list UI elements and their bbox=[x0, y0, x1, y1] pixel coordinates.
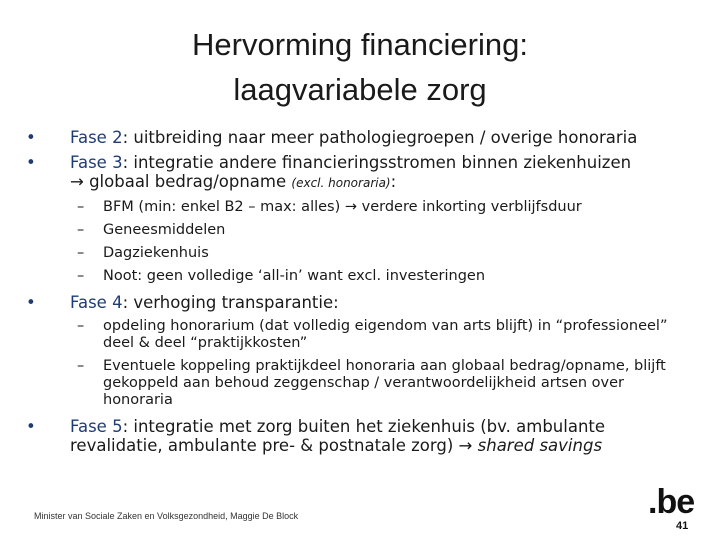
sub-item bbox=[26, 318, 696, 352]
arrow-icon: → bbox=[70, 172, 90, 191]
fase-4-sublist bbox=[26, 318, 696, 409]
dash-icon: – bbox=[77, 222, 85, 238]
sub-item-text: BFM (min: enkel B2 – max: alles) → verdere inkorting verblijfsduur bbox=[103, 199, 582, 215]
sub-item bbox=[26, 358, 696, 409]
slide-title bbox=[0, 22, 720, 112]
dash-icon: – bbox=[77, 318, 85, 334]
dash-icon: – bbox=[77, 245, 85, 261]
be-logo: .be bbox=[648, 483, 695, 521]
slide-content bbox=[26, 128, 696, 461]
fase-3-sublist bbox=[26, 199, 696, 285]
bullet-fase-4 bbox=[26, 293, 696, 312]
fase-label: Fase 4 bbox=[70, 293, 123, 312]
bullet-text: : integratie met zorg buiten het ziekenhuis (bv. ambulante revalidatie, ambulante pre- & postnatale zorg) → bbox=[70, 417, 606, 455]
fase-label: Fase 2 bbox=[70, 128, 123, 147]
sub-item bbox=[26, 199, 696, 216]
bullet-dot-icon: • bbox=[26, 293, 36, 312]
footer-text: Minister van Sociale Zaken en Volksgezondheid, Maggie De Block bbox=[34, 511, 299, 521]
dash-icon: – bbox=[77, 358, 85, 374]
sub-item-text: opdeling honorarium (dat volledig eigendom van arts blijft) in “professioneel” deel & deel “praktijkkosten” bbox=[103, 318, 668, 351]
sub-item bbox=[26, 222, 696, 239]
bullet-text-line2: globaal bedrag/opname bbox=[89, 172, 287, 191]
bullet-text: : integratie andere financieringsstromen binnen ziekenhuizen bbox=[122, 153, 632, 172]
bullet-fase-3 bbox=[26, 153, 696, 193]
bullet-tail: : bbox=[390, 172, 397, 191]
fase-label: Fase 3 bbox=[70, 153, 123, 172]
bullet-dot-icon: • bbox=[26, 417, 36, 436]
sub-item-text: Eventuele koppeling praktijkdeel honoraria aan globaal bedrag/opname, blijft gekoppeld aan behoud zeggenschap / verantwoordelijkheid artsen over honoraria bbox=[103, 358, 666, 408]
title-line-2: laagvariabele zorg bbox=[233, 72, 487, 107]
bullet-text: : uitbreiding naar meer pathologiegroepen / overige honoraria bbox=[122, 128, 638, 147]
bullet-note: (excl. honoraria) bbox=[291, 176, 391, 190]
sub-item bbox=[26, 268, 696, 285]
dash-icon: – bbox=[77, 199, 85, 215]
page-number: 41 bbox=[676, 520, 689, 532]
fase-label: Fase 5 bbox=[70, 417, 123, 436]
sub-item-text: Dagziekenhuis bbox=[103, 245, 209, 261]
bullet-italic: shared savings bbox=[477, 436, 603, 455]
bullet-dot-icon: • bbox=[26, 128, 36, 147]
bullet-fase-2 bbox=[26, 128, 696, 147]
sub-item-text: Geneesmiddelen bbox=[103, 222, 226, 238]
title-line-1: Hervorming financiering: bbox=[192, 27, 528, 62]
bullet-text: : verhoging transparantie: bbox=[122, 293, 339, 312]
dash-icon: – bbox=[77, 268, 85, 284]
bullet-fase-5 bbox=[26, 417, 696, 455]
bullet-dot-icon: • bbox=[26, 153, 36, 172]
sub-item-text: Noot: geen volledige ‘all-in’ want excl. investeringen bbox=[103, 268, 486, 284]
sub-item bbox=[26, 245, 696, 262]
